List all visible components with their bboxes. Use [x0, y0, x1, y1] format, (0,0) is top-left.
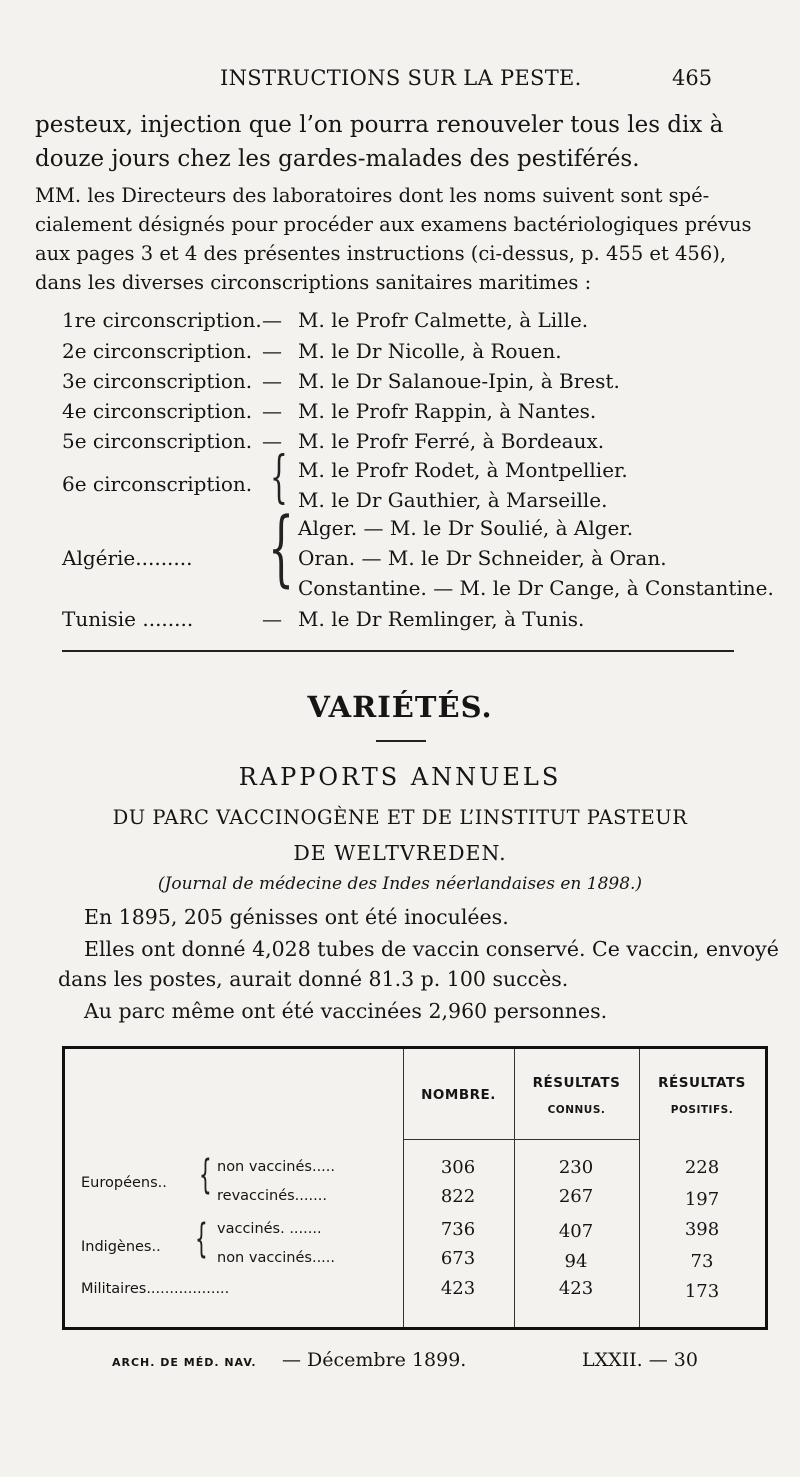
- brace-6: {: [270, 445, 288, 510]
- circ-dash-2: —: [262, 339, 282, 363]
- body-line-2: Elles ont donné 4,028 tubes de vaccin conservé. Ce vaccin, envoyé: [84, 937, 779, 961]
- circ-dash-4: —: [262, 399, 282, 423]
- title-rule: [376, 740, 426, 742]
- circ-person-4: M. le Profr Rappin, à Nantes.: [298, 399, 597, 423]
- para-line-4: dans les diverses circonscriptions sanitaires maritimes :: [35, 271, 592, 294]
- row-label: non vaccinés.....: [217, 1250, 336, 1266]
- heading-weltvreden: DE WELTVREDEN.: [293, 841, 507, 865]
- row-label: non vaccinés.....: [217, 1159, 336, 1175]
- algerie-alger: Alger. — M. le Dr Soulié, à Alger.: [298, 516, 634, 540]
- circ-label-2: 2e circonscription.: [62, 339, 253, 363]
- circ-label-1: 1re circonscription.: [62, 308, 262, 332]
- cell-connus: 230: [558, 1157, 594, 1178]
- cell-connus: 407: [558, 1221, 594, 1242]
- para-line-1: MM. les Directeurs des laboratoires dont les noms suivent sont spé-: [35, 184, 710, 207]
- col-connus-line-1: RÉSULTATS: [532, 1075, 621, 1091]
- circ-label-6: 6e circonscription.: [62, 472, 253, 496]
- tunisie-label: Tunisie ........: [62, 607, 194, 631]
- heading-rapports: RAPPORTS ANNUELS: [238, 763, 562, 791]
- group-indigenes: Indigènes..: [81, 1239, 161, 1255]
- cell-nombre: 673: [440, 1248, 476, 1269]
- circ-person-5: M. le Profr Ferré, à Bordeaux.: [298, 429, 605, 453]
- cell-connus: 94: [564, 1251, 588, 1272]
- cell-positifs: 73: [690, 1251, 714, 1272]
- para-line-2: cialement désignés pour procéder aux examens bactériologiques prévus: [35, 213, 752, 236]
- cell-nombre: 306: [440, 1157, 476, 1178]
- col-resultats-positifs: [639, 1075, 765, 1116]
- brace-algerie: {: [268, 501, 295, 596]
- tunisie-dash: —: [262, 607, 282, 631]
- section-rule: [62, 650, 734, 652]
- col-resultats-connus: [514, 1075, 639, 1116]
- col-connus-line-2: CONNUS.: [547, 1104, 606, 1116]
- page-number: 465: [672, 66, 713, 90]
- footer-volume: LXXII. — 30: [582, 1349, 698, 1371]
- cell-nombre: 822: [440, 1186, 476, 1207]
- cell-positifs: 173: [684, 1281, 720, 1302]
- group-europeens: Européens..: [81, 1175, 167, 1191]
- circ-label-4: 4e circonscription.: [62, 399, 253, 423]
- col-positifs-line-2: POSITIFS.: [670, 1104, 734, 1116]
- para-line-3: aux pages 3 et 4 des présentes instructions (ci-dessus, p. 455 et 456),: [35, 242, 727, 265]
- tunisie-person: M. le Dr Remlinger, à Tunis.: [298, 607, 585, 631]
- vaccination-table: [62, 1046, 768, 1330]
- circ6-person-2: M. le Dr Gauthier, à Marseille.: [298, 488, 608, 512]
- circ6-person-1: M. le Profr Rodet, à Montpellier.: [298, 458, 628, 482]
- col-positifs-line-1: RÉSULTATS: [658, 1075, 746, 1091]
- cell-connus: 267: [558, 1186, 594, 1207]
- brace-indigenes: {: [195, 1216, 208, 1262]
- circ-label-5: 5e circonscription.: [62, 429, 253, 453]
- circ-person-1: M. le Profr Calmette, à Lille.: [298, 308, 589, 332]
- source-citation: (Journal de médecine des Indes néerlandaises en 1898.): [157, 874, 643, 894]
- cell-positifs: 197: [684, 1189, 720, 1210]
- body-line-1: En 1895, 205 génisses ont été inoculées.: [84, 905, 509, 929]
- brace-europeens: {: [199, 1152, 212, 1198]
- table-header-rule: [403, 1139, 639, 1140]
- algerie-label: Algérie.........: [62, 546, 193, 570]
- circ-dash-1: —: [262, 308, 282, 332]
- col-nombre: NOMBRE.: [421, 1087, 496, 1103]
- footer-date: — Décembre 1899.: [282, 1349, 467, 1371]
- circ-person-3: M. le Dr Salanoue-Ipin, à Brest.: [298, 369, 620, 393]
- cell-positifs: 228: [684, 1157, 720, 1178]
- row-label: vaccinés. .......: [217, 1221, 322, 1237]
- circ-dash-3: —: [262, 369, 282, 393]
- heading-parc: DU PARC VACCINOGÈNE ET DE L’INSTITUT PASTEUR: [112, 806, 688, 829]
- body-line-4: Au parc même ont été vaccinées 2,960 personnes.: [84, 999, 608, 1023]
- circ-person-2: M. le Dr Nicolle, à Rouen.: [298, 339, 562, 363]
- algerie-oran: Oran. — M. le Dr Schneider, à Oran.: [298, 546, 667, 570]
- footer-journal: ARCH. DE MÉD. NAV.: [112, 1356, 257, 1369]
- running-title: INSTRUCTIONS SUR LA PESTE.: [220, 66, 582, 90]
- cell-nombre: 423: [440, 1278, 476, 1299]
- intro-line-1: pesteux, injection que l’on pourra renouveler tous les dix à: [35, 112, 724, 138]
- cell-positifs: 398: [684, 1219, 720, 1240]
- algerie-constantine: Constantine. — M. le Dr Cange, à Constantine.: [298, 576, 774, 600]
- row-label: revaccinés.......: [217, 1188, 327, 1204]
- circ-label-3: 3e circonscription.: [62, 369, 253, 393]
- body-line-3: dans les postes, aurait donné 81.3 p. 100 succès.: [58, 967, 569, 991]
- row-label-militaires: Militaires..................: [81, 1281, 230, 1297]
- cell-nombre: 736: [440, 1219, 476, 1240]
- section-title: VARIÉTÉS.: [307, 690, 493, 724]
- cell-connus: 423: [558, 1278, 594, 1299]
- circ-dash-5: —: [262, 429, 282, 453]
- intro-line-2: douze jours chez les gardes-malades des pestiférés.: [35, 146, 640, 172]
